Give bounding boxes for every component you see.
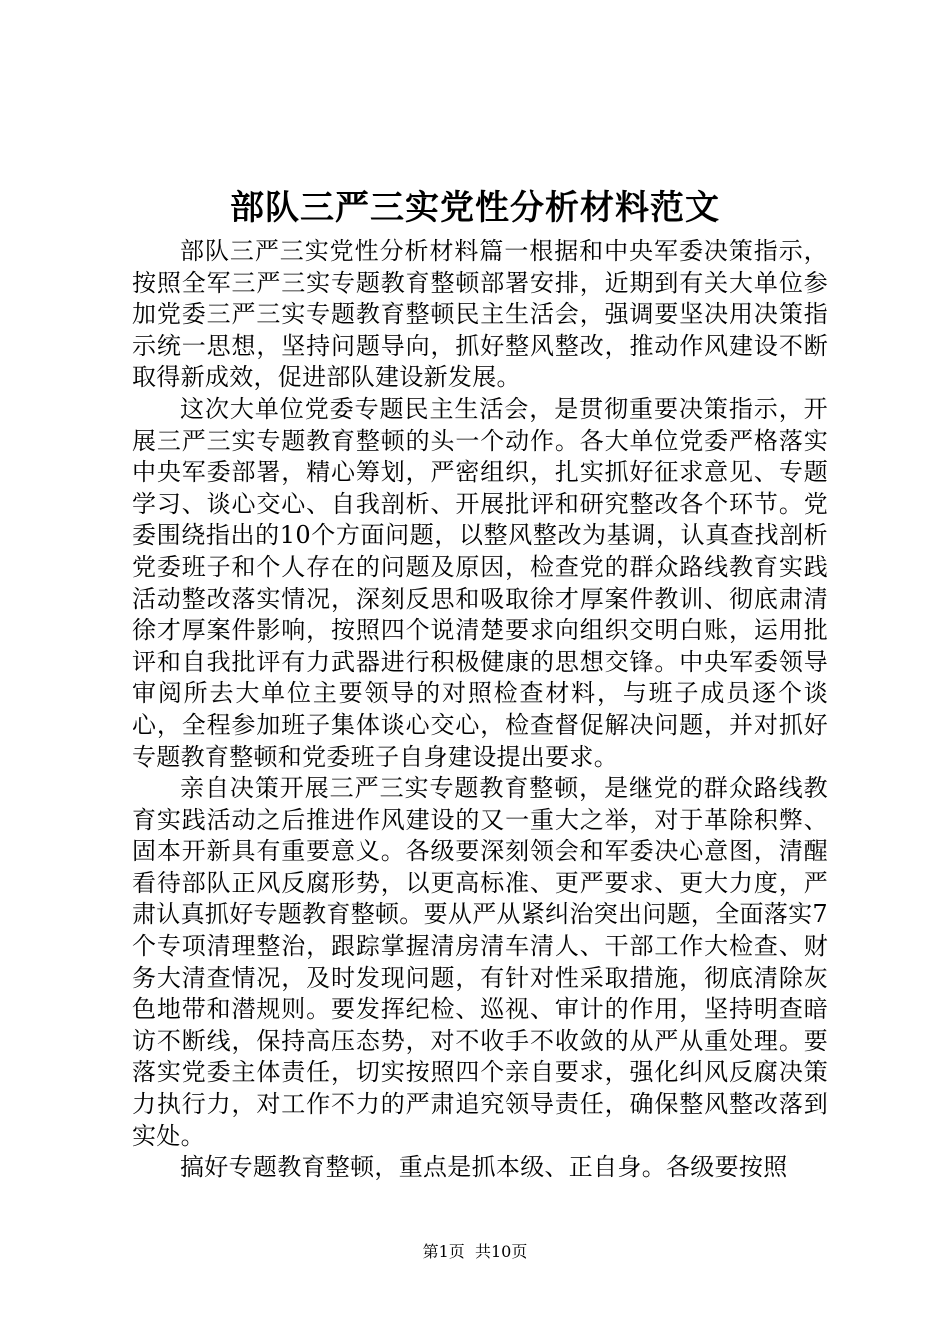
- document-body: [132, 236, 828, 1184]
- document-title: 部队三严三实党性分析材料范文: [230, 188, 720, 228]
- page-number: 第1页: [422, 1242, 465, 1261]
- paragraph-1: 部队三严三实党性分析材料篇一根据和中央军委决策指示，按照全军三严三实专题教育整顿部署安排，近期到有关大单位参加党委三严三实专题教育整顿民主生活会，强调要坚决用决策指示统一思想，坚持问题导向，抓好整风整改，推动作风建设不断取得新成效，促进部队建设新发展。: [132, 237, 828, 392]
- footer-spacer: [465, 1242, 475, 1261]
- page-total: 共10页: [474, 1242, 528, 1261]
- paragraph-4: 搞好专题教育整顿，重点是抓本级、正自身。各级要按照: [180, 1153, 788, 1182]
- paragraph-3: 亲自决策开展三严三实专题教育整顿，是继党的群众路线教育实践活动之后推进作风建设的又一重大之举，对于革除积弊、固本开新具有重要意义。各级要深刻领会和军委决心意图，清醒看待部队正风反腐形势，以更高标准、更严要求、更大力度，严肃认真抓好专题教育整顿。要从严从紧纠治突出问题，全面落实7个专项清理整治，跟踪掌握清房清车清人、干部工作大检查、财务大清查情况，及时发现问题，有针对性采取措施，彻底清除灰色地带和潜规则。要发挥纪检、巡视、审计的作用，坚持明查暗访不断线，保持高压态势，对不收手不收敛的从严从重处理。要落实党委主体责任，切实按照四个亲自要求，强化纠风反腐决策力执行力，对工作不力的严肃追究领导责任，确保整风整改落到实处。: [132, 774, 828, 1150]
- paragraph-2: 这次大单位党委专题民主生活会，是贯彻重要决策指示，开展三严三实专题教育整顿的头一个动作。各大单位党委严格落实中央军委部署，精心筹划，严密组织，扎实抓好征求意见、专题学习、谈心交心、自我剖析、开展批评和研究整改各个环节。党委围绕指出的10个方面问题，以整风整改为基调，认真查找剖析党委班子和个人存在的问题及原因，检查党的群众路线教育实践活动整改落实情况，深刻反思和吸取徐才厚案件教训、彻底肃清徐才厚案件影响，按照四个说清楚要求向组织交明白账，运用批评和自我批评有力武器进行积极健康的思想交锋。中央军委领导审阅所去大单位主要领导的对照检查材料，与班子成员逐个谈心，全程参加班子集体谈心交心，检查督促解决问题，并对抓好专题教育整顿和党委班子自身建设提出要求。: [132, 394, 828, 771]
- page-footer: [0, 1240, 950, 1264]
